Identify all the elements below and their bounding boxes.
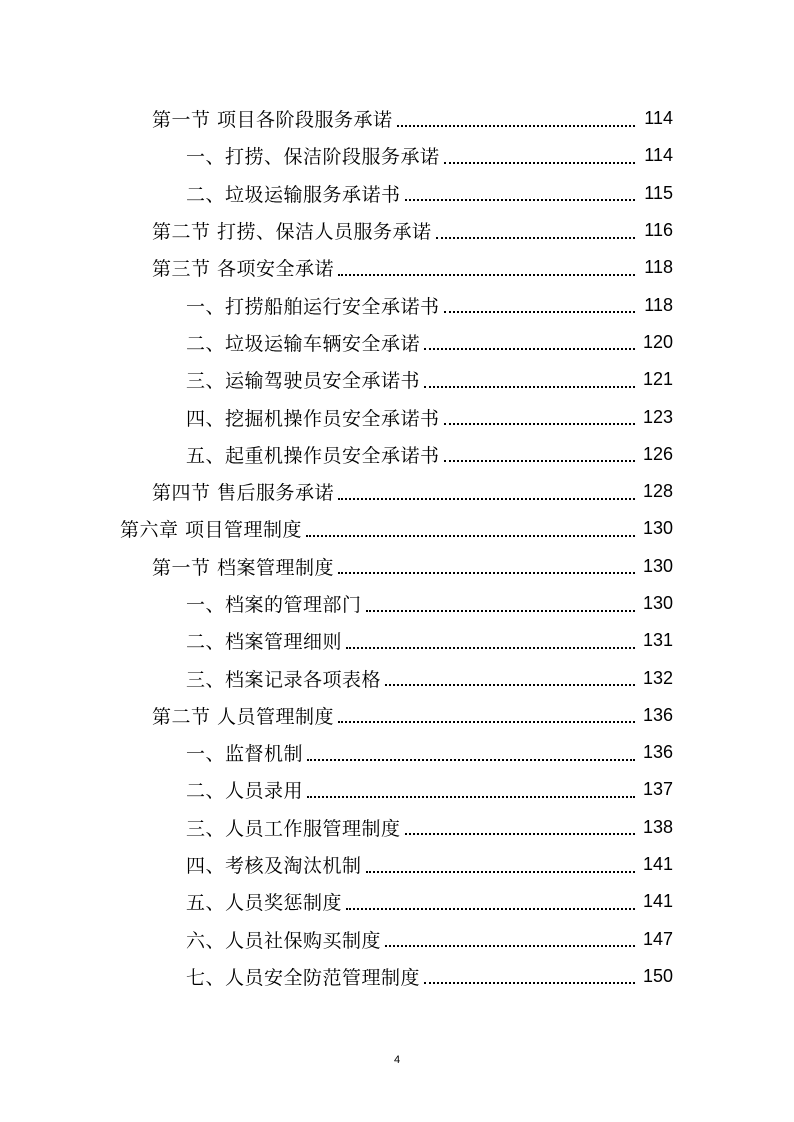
- toc-entry-page: 121: [642, 369, 673, 390]
- toc-dot-leader: [307, 759, 635, 761]
- toc-entry-title: 六、人员社保购买制度: [186, 929, 382, 952]
- toc-entry-page: 147: [642, 928, 673, 949]
- toc-dot-leader: [444, 162, 635, 164]
- toc-entry-page: 118: [644, 294, 673, 315]
- toc-dot-leader: [444, 423, 635, 425]
- toc-entry[interactable]: [0, 100, 794, 137]
- toc-entry-title: 二、档案管理细则: [186, 631, 343, 654]
- toc-entry-title: 二、人员录用: [186, 780, 304, 803]
- toc-entry[interactable]: [0, 324, 794, 361]
- toc-entry[interactable]: [0, 883, 794, 920]
- toc-entry[interactable]: [0, 659, 794, 696]
- toc-entry-title: 第一节 档案管理制度: [152, 556, 335, 579]
- toc-entry-title: 七、人员安全防范管理制度: [186, 966, 421, 989]
- toc-dot-leader: [307, 796, 635, 798]
- toc-entry-page: 115: [644, 182, 673, 203]
- toc-dot-leader: [444, 460, 635, 462]
- toc-entry[interactable]: [0, 734, 794, 771]
- toc-dot-leader: [397, 125, 635, 127]
- toc-entry-title: 第六章 项目管理制度: [120, 519, 303, 542]
- toc-entry[interactable]: [0, 473, 794, 510]
- toc-dot-leader: [405, 833, 635, 835]
- toc-entry-page: 138: [642, 816, 673, 837]
- toc-entry-title: 三、人员工作服管理制度: [186, 817, 401, 840]
- toc-entry-page: 118: [644, 257, 673, 278]
- toc-entry-title: 五、人员奖惩制度: [186, 892, 343, 915]
- toc-entry-page: 130: [642, 593, 673, 613]
- toc-entry[interactable]: [0, 771, 794, 808]
- toc-entry[interactable]: [0, 809, 794, 846]
- toc-entry-page: 128: [642, 481, 673, 502]
- toc-entry[interactable]: [0, 921, 794, 958]
- toc-dot-leader: [385, 684, 635, 686]
- toc-entry-page: 130: [642, 518, 673, 539]
- toc-dot-leader: [424, 348, 635, 350]
- toc-entry-title: 第二节 打捞、保洁人员服务承诺: [152, 221, 432, 244]
- toc-entry-title: 一、打捞船舶运行安全承诺书: [186, 295, 440, 318]
- toc-entry[interactable]: [0, 697, 794, 734]
- page-number: 4: [393, 1054, 401, 1066]
- toc-entry[interactable]: [0, 361, 794, 398]
- toc-entry[interactable]: [0, 510, 794, 547]
- toc-entry-page: 114: [644, 145, 673, 166]
- toc-entry-title: 一、档案的管理部门: [186, 594, 362, 616]
- toc-entry-page: 114: [644, 108, 673, 129]
- toc-dot-leader: [338, 274, 635, 276]
- toc-entry-title: 二、垃圾运输车辆安全承诺: [186, 332, 421, 355]
- toc-dot-leader: [424, 982, 635, 984]
- toc-entry-title: 四、考核及淘汰机制: [186, 855, 362, 878]
- toc-entry[interactable]: [0, 249, 794, 286]
- toc-dot-leader: [424, 386, 635, 388]
- toc-entry-title: 一、监督机制: [186, 743, 304, 766]
- table-of-contents: [0, 100, 794, 995]
- toc-dot-leader: [346, 647, 635, 649]
- toc-entry-page: 131: [642, 630, 673, 651]
- toc-dot-leader: [385, 945, 635, 947]
- toc-entry-page: 141: [642, 891, 673, 912]
- toc-entry-title: 第三节 各项安全承诺: [152, 258, 335, 281]
- toc-entry[interactable]: [0, 212, 794, 249]
- toc-entry-page: 141: [642, 854, 673, 875]
- toc-entry[interactable]: [0, 958, 794, 995]
- toc-entry-page: 137: [642, 779, 673, 800]
- toc-entry-title: 第二节 人员管理制度: [152, 705, 335, 728]
- toc-entry-title: 第一节 项目各阶段服务承诺: [152, 109, 393, 132]
- toc-entry-title: 二、垃圾运输服务承诺书: [186, 183, 401, 206]
- toc-entry-title: 五、起重机操作员安全承诺书: [186, 444, 440, 467]
- toc-dot-leader: [306, 535, 635, 537]
- toc-entry[interactable]: [0, 846, 794, 883]
- toc-entry-page: 130: [642, 555, 673, 576]
- toc-entry[interactable]: [0, 622, 794, 659]
- toc-dot-leader: [366, 610, 635, 612]
- toc-dot-leader: [346, 908, 635, 910]
- toc-dot-leader: [338, 721, 635, 723]
- toc-entry-title: 三、档案记录各项表格: [186, 668, 382, 691]
- toc-dot-leader: [338, 572, 635, 574]
- toc-entry-page: 123: [642, 406, 673, 427]
- toc-entry-title: 第四节 售后服务承诺: [152, 482, 335, 505]
- toc-entry-page: 126: [642, 443, 673, 464]
- toc-entry-page: 116: [644, 220, 673, 241]
- toc-entry-page: 120: [642, 331, 673, 352]
- toc-entry-title: 四、挖掘机操作员安全承诺书: [186, 407, 440, 430]
- toc-entry[interactable]: [0, 436, 794, 473]
- toc-entry-page: 132: [642, 667, 673, 688]
- toc-entry-title: 一、打捞、保洁阶段服务承诺: [186, 146, 440, 169]
- toc-entry-page: 136: [642, 704, 673, 725]
- toc-dot-leader: [444, 311, 635, 313]
- toc-entry[interactable]: [0, 398, 794, 435]
- toc-entry-page: 150: [642, 965, 673, 986]
- toc-entry-title: 三、运输驾驶员安全承诺书: [186, 370, 421, 393]
- toc-dot-leader: [436, 237, 635, 239]
- toc-dot-leader: [405, 199, 635, 201]
- toc-entry[interactable]: [0, 175, 794, 212]
- toc-entry[interactable]: [0, 137, 794, 174]
- toc-entry[interactable]: [0, 286, 794, 323]
- toc-dot-leader: [366, 871, 635, 873]
- toc-entry-page: 136: [642, 742, 673, 763]
- toc-dot-leader: [338, 498, 635, 500]
- toc-entry[interactable]: [0, 585, 794, 622]
- toc-entry[interactable]: [0, 548, 794, 585]
